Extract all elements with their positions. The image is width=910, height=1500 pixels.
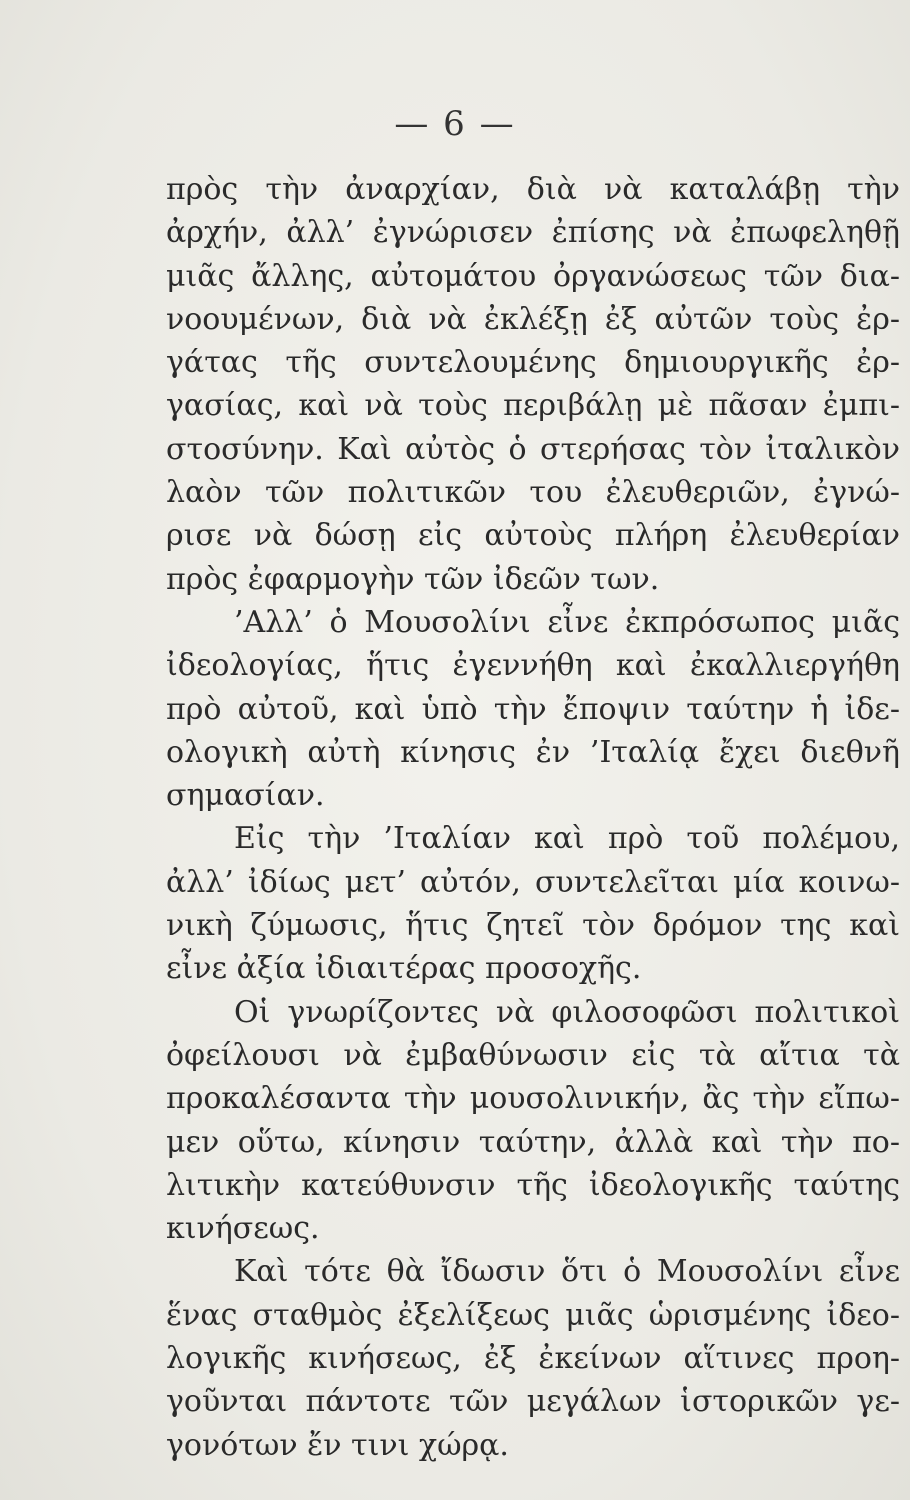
text-line: Εἰς τὴν ’Ιταλίαν καὶ πρὸ τοῦ πολέμου,: [234, 821, 900, 857]
text-line: ἕνας σταθμὸς ἐξελίξεως μιᾶς ὡρισμένης ἰδεο-: [166, 1297, 900, 1333]
text-line: ἀρχήν, ἀλλ’ ἐγνώρισεν ἐπίσης νὰ ἐπωφεληθῇ: [166, 215, 900, 251]
text-line: μεν οὕτω, κίνησιν ταύτην, ἀλλὰ καὶ τὴν πο-: [166, 1124, 900, 1160]
text-line: νικὴ ζύμωσις, ἥτις ζητεῖ τὸν δρόμον της καὶ: [166, 908, 900, 944]
text-line: ἰδεολογίας, ἥτις ἐγεννήθη καὶ ἐκαλλιεργήθη: [166, 648, 900, 684]
text-line: στοσύνην. Καὶ αὐτὸς ὁ στερήσας τὸν ἰταλικὸν: [166, 431, 900, 467]
text-line: λαὸν τῶν πολιτικῶν του ἐλευθεριῶν, ἐγνώ-: [166, 475, 900, 511]
text-line: ἀλλ’ ἰδίως μετ’ αὐτόν, συντελεῖται μία κοινω-: [166, 864, 900, 900]
text-line: ’Αλλ’ ὁ Μουσολίνι εἶνε ἐκπρόσωπος μιᾶς: [234, 604, 900, 640]
text-line: ρισε νὰ δώσῃ εἰς αὐτοὺς πλήρη ἐλευθερίαν: [166, 518, 900, 554]
text-line: γονότων ἔν τινι χώρᾳ.: [166, 1427, 509, 1463]
text-line: γάτας τῆς συντελουμένης δημιουργικῆς ἐρ-: [166, 345, 900, 381]
text-line: Οἱ γνωρίζοντες νὰ φιλοσοφῶσι πολιτικοὶ: [234, 994, 900, 1030]
text-line: πρὸς τὴν ἀναρχίαν, διὰ νὰ καταλάβῃ τὴν: [166, 172, 900, 207]
text-line: ὀφείλουσι νὰ ἐμβαθύνωσιν εἰς τὰ αἴτια τὰ: [166, 1037, 900, 1073]
text-line: λογικῆς κινήσεως, ἐξ ἐκείνων αἵτινες προη-: [166, 1341, 900, 1377]
text-line: γασίας, καὶ νὰ τοὺς περιβάλῃ μὲ πᾶσαν ἐμπι-: [166, 388, 900, 424]
text-line: λιτικὴν κατεύθυνσιν τῆς ἰδεολογικῆς ταύτης: [166, 1167, 900, 1203]
text-line: γοῦνται πάντοτε τῶν μεγάλων ἱστορικῶν γε-: [166, 1384, 900, 1420]
text-line: μιᾶς ἄλλης, αὐτομάτου ὀργανώσεως τῶν δια-: [166, 258, 900, 294]
text-line: ολογικὴ αὐτὴ κίνησις ἐν ’Ιταλίᾳ ἔχει διεθνῆ: [166, 734, 900, 770]
body-text: [166, 168, 900, 1467]
text-line: σημασίαν.: [166, 778, 325, 814]
text-line: νοουμένων, διὰ νὰ ἐκλέξῃ ἐξ αὐτῶν τοὺς ἐρ-: [166, 301, 900, 337]
text-line: πρὸς ἐφαρμογὴν τῶν ἰδεῶν των.: [166, 561, 660, 597]
text-line: πρὸ αὐτοῦ, καὶ ὑπὸ τὴν ἔποψιν ταύτην ἡ ἰδε-: [166, 691, 900, 727]
text-line: Καὶ τότε θὰ ἴδωσιν ὅτι ὁ Μουσολίνι εἶνε: [234, 1254, 900, 1290]
text-line: εἶνε ἀξία ἰδιαιτέρας προσοχῆς.: [166, 951, 642, 987]
text-line: προκαλέσαντα τὴν μουσολινικήν, ἂς τὴν εἴπω-: [166, 1081, 900, 1117]
page-number: — 6 —: [394, 104, 516, 144]
text-line: κινήσεως.: [166, 1211, 320, 1247]
